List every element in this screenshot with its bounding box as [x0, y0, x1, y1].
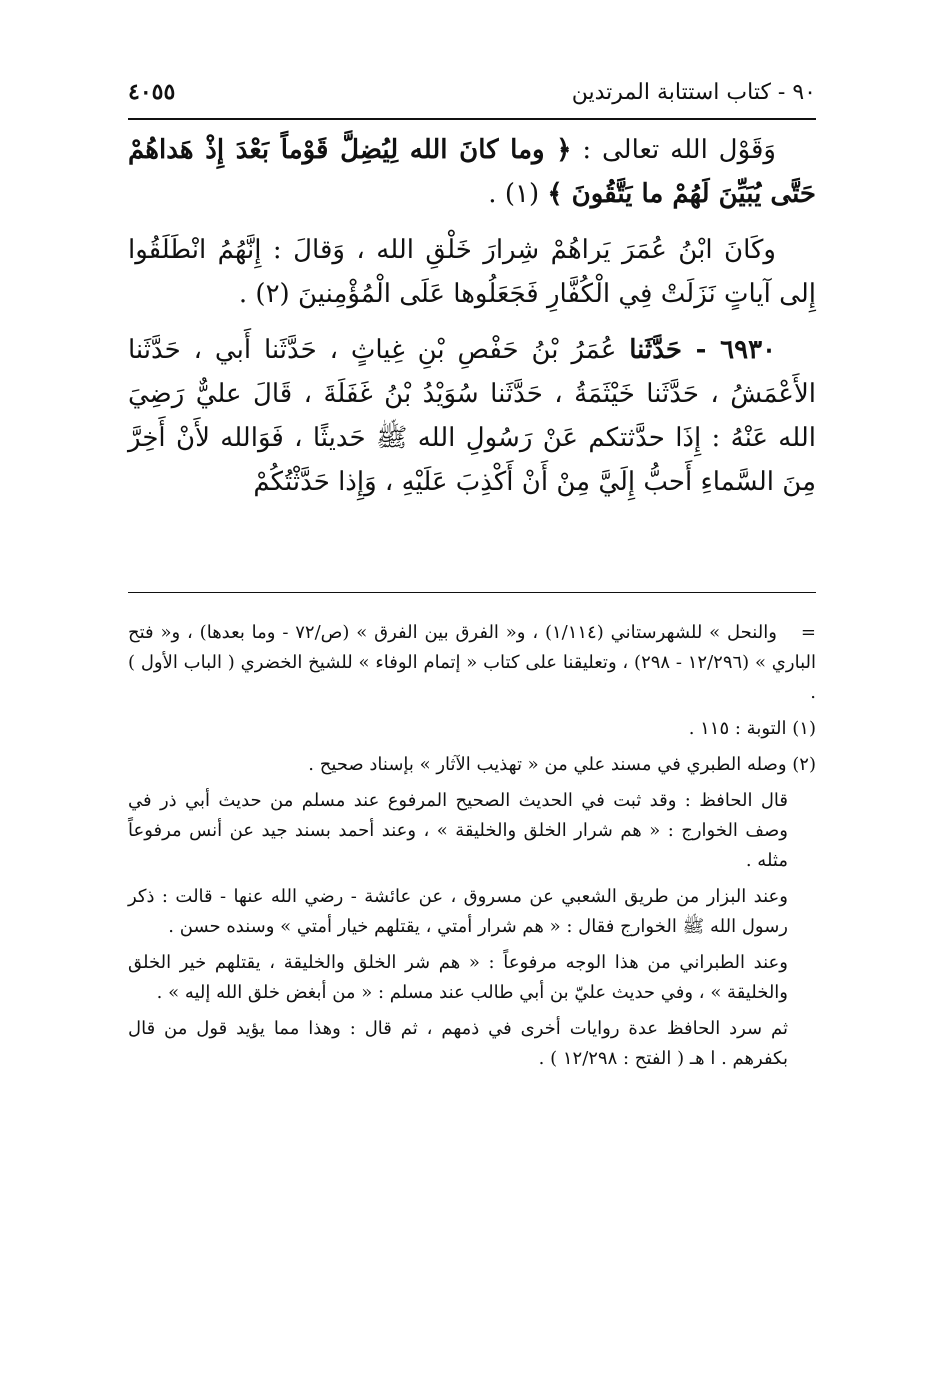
main-text [128, 128, 816, 516]
continuation-text: والنحل » للشهرستاني (١/١١٤) ، و« الفرق بين الفرق » (ص/٧٢ - وما بعدها) ، و« فتح الباري » (١٢/٢٩٦ - ٢٩٨) ، وتعليقنا على كتاب « إتمام الوفاء » للشيخ الخضري ( الباب الأول ) . [128, 622, 816, 703]
footnote-2-paragraph-3: وعند الطبراني من هذا الوجه مرفوعاً : « هم شر الخلق والخليقة ، يقتلهم خير الخلق والخليقة » ، وفي حديث عليّ بن أبي طالب عند مسلم : « من أبغض خلق الله إليه » . [128, 952, 788, 1003]
footnote-continuation [128, 618, 816, 708]
paragraph-ibn-umar: وكَانَ ابْنُ عُمَرَ يَراهُمْ شِرارَ خَلْقِ الله ، وَقالَ : إِنَّهُمُ انْطَلَقُوا إِلى آياتٍ نَزَلَتْ فِي الْكُفَّارِ فَجَعَلُوها عَلَى الْمُؤْمِنينَ (٢) . [128, 235, 816, 309]
footnote-2-paragraph-1: قال الحافظ : وقد ثبت في الحديث الصحيح المرفوع عند مسلم من حديث أبي ذر في وصف الخوارج : « هم شرار الخلق والخليقة » ، وعند أحمد بسند جيد عن أنس مرفوعاً مثله . [128, 790, 788, 871]
chapter-title: ٩٠ - كتاب استتابة المرتدين [571, 79, 816, 105]
paragraph-hadith [128, 328, 816, 504]
verse-intro: وَقَوْل الله تعالى : [571, 135, 776, 165]
running-header [128, 72, 816, 112]
quran-verse: ﴿ وما كانَ الله لِيُضِلَّ قَوْماً بَعْدَ إِذْ هَداهُمْ حَتَّى يُبَيِّنَ لَهُمْ ما يَتَّقُونَ ﴾ [128, 135, 816, 209]
page-number: ٤٠٥٥ [128, 79, 176, 105]
footnote-2-paragraph-2: وعند البزار من طريق الشعبي عن مسروق ، عن عائشة - رضي الله عنها - قالت : ذكر رسول الله ﷺ الخوارج فقال : « هم شرار أمتي ، يقتلهم خيار أمتي » وسنده حسن . [128, 886, 788, 937]
footnote-2: (٢) وصله الطبري في مسند علي من « تهذيب الآثار » بإسناد صحيح . [308, 754, 816, 775]
hadith-number: ٦٩٣٠ - حَدَّثَنا [629, 335, 777, 365]
header-rule [128, 118, 816, 120]
footnote-separator [128, 592, 816, 593]
continuation-mark: = [800, 622, 816, 643]
book-page [128, 0, 816, 1383]
paragraph-verse [128, 128, 816, 216]
footnote-1: (١) التوبة : ١١٥ . [688, 718, 816, 739]
footnote-2-paragraph-4: ثم سرد الحافظ عدة روايات أخرى في ذمهم ، ثم قال : وهذا مما يؤيد قول من قال بكفرهم . ا هـ ( الفتح : ١٢/٢٩٨ ) . [128, 1018, 788, 1069]
hadith-text: عُمَرُ بْنُ حَفْصِ بْنِ غِياثٍ ، حَدَّثَنا أَبي ، حَدَّثَنا الأَعْمَشُ ، حَدَّثَنا خَيْثَمَةُ ، حَدَّثَنا سُوَيْدُ بْنُ غَفَلَةَ ، قَالَ عليٌّ رَضِيَ الله عَنْهُ : إِذَا حدَّثتكم عَنْ رَسُولِ الله ﷺ حَديثًا ، فَوَالله لأَنْ أَخِرَّ مِنَ السَّماءِ أَحبُّ إِلَيَّ مِنْ أَنْ أَكْذِبَ عَلَيْهِ ، وَإِذا حَدَّثْتُكُمْ [128, 335, 816, 497]
verse-footnote-ref: (١) . [488, 179, 548, 209]
footnotes [128, 618, 816, 1080]
